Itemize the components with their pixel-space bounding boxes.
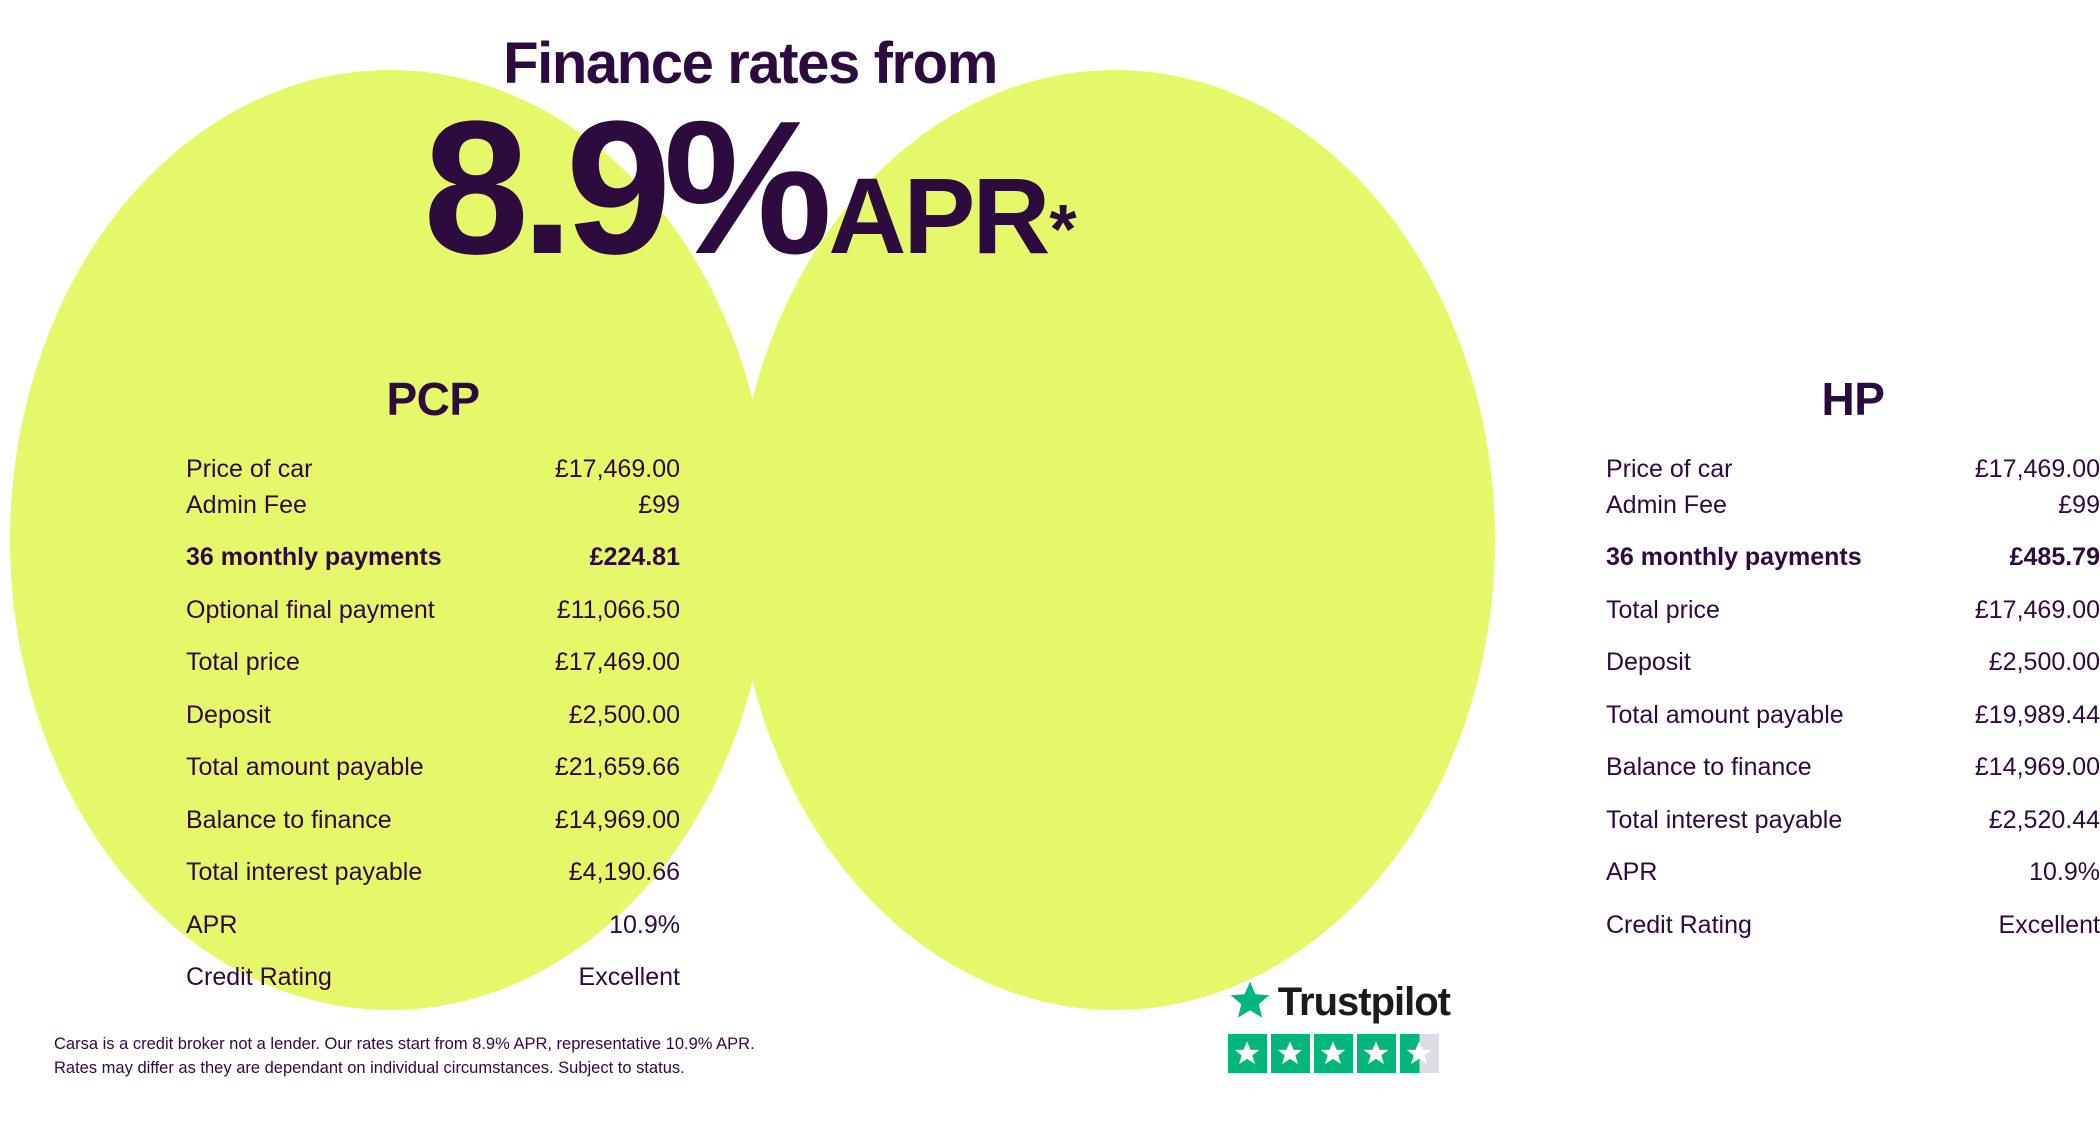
finance-row: [1606, 540, 2100, 576]
finance-row-value: £14,969.00: [554, 805, 680, 834]
trustpilot-star-full: [1314, 1034, 1353, 1073]
finance-row-value: £4,190.66: [568, 858, 680, 886]
trustpilot-star-full: [1357, 1034, 1396, 1073]
finance-row-value: £14,969.00: [1974, 753, 2100, 781]
finance-row-value: £99: [638, 490, 680, 519]
trustpilot-star-half: [1400, 1034, 1439, 1073]
finance-row: [1606, 593, 2100, 629]
finance-row-value: £2,500.00: [1988, 648, 2100, 676]
finance-row: [186, 488, 680, 524]
finance-row-label: 36 monthly payments: [1606, 543, 1862, 571]
finance-row-label: Total price: [1606, 595, 1720, 624]
finance-row-value: £17,469.00: [554, 455, 680, 483]
finance-row-label: APR: [1606, 858, 1658, 886]
apr-label: APR: [828, 154, 1048, 276]
finance-row-label: Price of car: [1606, 455, 1733, 483]
finance-row-value: £11,066.50: [556, 595, 680, 624]
finance-row-label: 36 monthly payments: [186, 543, 442, 571]
finance-row: [186, 645, 680, 681]
finance-column-pcp: [0, 372, 750, 996]
finance-row: [1606, 855, 2100, 891]
finance-row: [186, 698, 680, 734]
finance-row: [186, 908, 680, 944]
finance-column-hp: [750, 372, 2100, 996]
trustpilot-name: Trustpilot: [1277, 980, 1450, 1024]
finance-row-value: £2,500.00: [568, 700, 680, 729]
finance-row-label: Total amount payable: [1606, 700, 1844, 729]
finance-row: [1606, 452, 2100, 488]
finance-row: [186, 855, 680, 891]
finance-row-value: Excellent: [578, 963, 680, 991]
finance-row-label: Deposit: [186, 700, 271, 729]
apr-value: 8.9%: [423, 81, 825, 294]
finance-row: [186, 593, 680, 629]
finance-row-label: Total amount payable: [186, 753, 424, 781]
finance-row-label: Optional final payment: [186, 595, 435, 624]
finance-row: [1606, 908, 2100, 944]
finance-row-label: APR: [186, 910, 238, 939]
finance-row-value: £17,469.00: [1974, 595, 2100, 624]
finance-row-label: Total interest payable: [186, 858, 423, 886]
finance-row-value: £21,659.66: [554, 753, 680, 781]
disclaimer-line-2: Rates may differ as they are dependant on individual circumstances. Subject to status.: [54, 1059, 685, 1078]
finance-row: [186, 540, 680, 576]
finance-row-value: £17,469.00: [554, 648, 680, 676]
finance-row: [186, 750, 680, 786]
finance-row-value: £99: [2058, 490, 2100, 519]
finance-row-label: Price of car: [186, 455, 313, 483]
finance-row-label: Admin Fee: [186, 490, 307, 519]
disclaimer-text: [54, 1032, 854, 1082]
finance-row: [186, 803, 680, 839]
trustpilot-stars: [1228, 1034, 1450, 1073]
apr-asterisk: *: [1049, 189, 1077, 268]
finance-row: [186, 452, 680, 488]
header: [0, 31, 1500, 294]
trustpilot-star-full: [1271, 1034, 1310, 1073]
finance-row-value: Excellent: [1998, 910, 2100, 939]
trustpilot-logo: [1228, 979, 1450, 1026]
finance-row-value: £485.79: [2009, 543, 2100, 571]
column-title-pcp: PCP: [386, 373, 480, 425]
finance-row-label: Total interest payable: [1606, 805, 1843, 834]
finance-row-label: Deposit: [1606, 648, 1691, 676]
finance-row-label: Credit Rating: [1606, 910, 1752, 939]
trustpilot-star-icon: [1228, 979, 1272, 1026]
finance-row: [1606, 488, 2100, 524]
finance-row: [1606, 803, 2100, 839]
finance-row-value: £224.81: [589, 543, 680, 571]
finance-row-label: Credit Rating: [186, 963, 332, 991]
finance-row-value: £17,469.00: [1974, 455, 2100, 483]
apr-headline: [0, 81, 1500, 294]
finance-row-label: Balance to finance: [186, 805, 392, 834]
finance-row-value: 10.9%: [2029, 858, 2100, 886]
trustpilot-star-full: [1228, 1034, 1267, 1073]
finance-row: [1606, 645, 2100, 681]
disclaimer-line-1: Carsa is a credit broker not a lender. Our rates start from 8.9% APR, representative 10.9% APR.: [54, 1034, 755, 1053]
finance-row-label: Admin Fee: [1606, 490, 1727, 519]
finance-table-hp: [1606, 452, 2100, 943]
finance-row: [186, 960, 680, 996]
finance-row-label: Total price: [186, 648, 300, 676]
trustpilot-rating: [1228, 979, 1450, 1073]
finance-comparison: [0, 372, 2100, 996]
finance-table-pcp: [186, 452, 680, 996]
column-title-hp: HP: [1821, 373, 1885, 425]
page-title: Finance rates from: [503, 31, 997, 96]
finance-row-value: £19,989.44: [1974, 700, 2100, 729]
finance-row: [1606, 750, 2100, 786]
finance-row-label: Balance to finance: [1606, 753, 1812, 781]
finance-row-value: 10.9%: [609, 910, 680, 939]
finance-row: [1606, 698, 2100, 734]
finance-row-value: £2,520.44: [1988, 805, 2100, 834]
